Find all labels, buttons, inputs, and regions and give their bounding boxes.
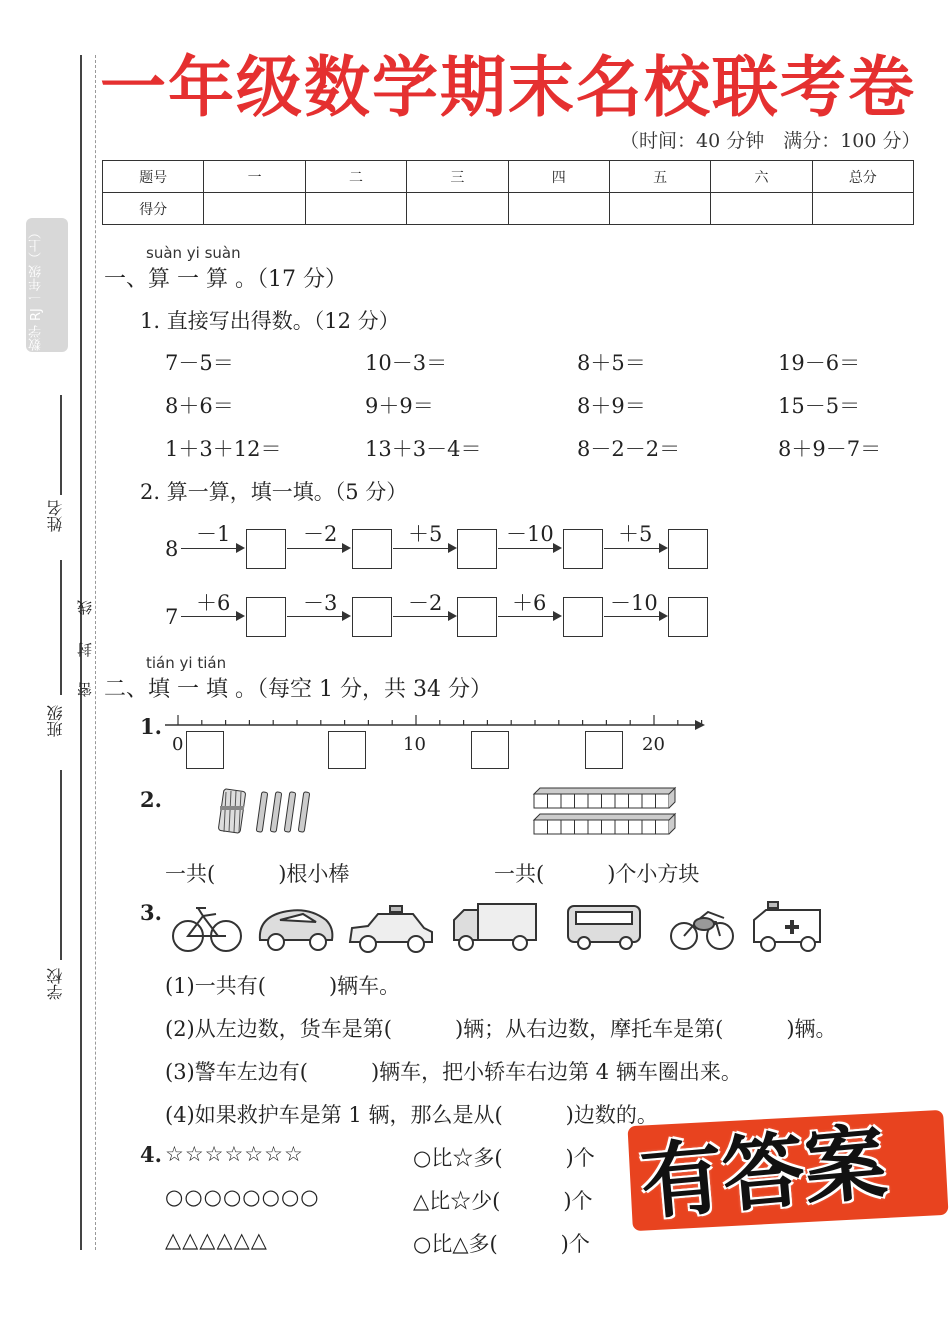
q2-title: 2. 算一算，填一填。（5 分） <box>140 480 408 504</box>
chain-op: －3 <box>303 591 338 615</box>
numberline-label: 20 <box>642 734 665 755</box>
seal-label: 密 <box>76 682 94 697</box>
calc-item: 10－3＝ <box>365 351 448 375</box>
circles-row: ○○○○○○○○ <box>165 1185 320 1209</box>
answer-box[interactable] <box>668 597 708 637</box>
numberline-label: 0 <box>172 734 184 755</box>
score-header-cell: 二 <box>305 161 406 193</box>
chain-arrow <box>393 548 455 549</box>
q3-item: (2)从左边数，货车是第( )辆；从右边数，摩托车是第( )辆。 <box>165 1017 837 1041</box>
q2-left-text: 一共( )根小棒 <box>165 862 350 886</box>
single-stick-icon <box>270 792 282 832</box>
side-tag-text: 数学 RJ 一年级（上） <box>29 226 44 352</box>
s2-q4-num: 4. <box>140 1142 162 1167</box>
score-cell[interactable] <box>407 193 508 225</box>
truck-icon <box>454 904 536 950</box>
chain-arrow <box>604 548 666 549</box>
chain-arrow <box>393 616 455 617</box>
score-cell[interactable] <box>508 193 609 225</box>
chain2-start: 7 <box>165 605 179 629</box>
q1-title: 1. 直接写出得数。（12 分） <box>140 309 400 333</box>
calc-item: 19－6＝ <box>778 351 861 375</box>
answer-box[interactable] <box>246 529 286 569</box>
cube-icon <box>561 794 575 808</box>
name-line[interactable] <box>60 395 62 495</box>
compare-item: ○比△多( )个 <box>413 1232 590 1256</box>
answer-box[interactable] <box>328 731 366 769</box>
cube-icon <box>602 820 616 834</box>
score-table <box>102 160 914 225</box>
score-row <box>103 193 914 225</box>
section2-title: 二、填 一 填 。（每空 1 分，共 34 分） <box>104 677 492 702</box>
calc-item: 8－2－2＝ <box>577 437 681 461</box>
cube-icon <box>588 820 602 834</box>
cube-icon <box>629 794 643 808</box>
score-header-cell: 三 <box>407 161 508 193</box>
chain-arrow <box>287 548 349 549</box>
compare-item: △比☆少( )个 <box>413 1189 593 1213</box>
compare-item: ○比☆多( )个 <box>413 1146 595 1170</box>
cube-icon <box>615 820 629 834</box>
answer-box[interactable] <box>457 529 497 569</box>
chain-op: －2 <box>303 522 338 546</box>
binding-dashed-line <box>95 55 96 1250</box>
single-stick-icon <box>256 792 268 832</box>
chain-op: ＋6 <box>196 591 231 615</box>
score-cell[interactable] <box>305 193 406 225</box>
calc-item: 7－5＝ <box>165 351 234 375</box>
s2-q2-num: 2. <box>140 787 162 812</box>
cube-icon <box>656 820 670 834</box>
answer-box[interactable] <box>471 731 509 769</box>
chain-arrow <box>287 616 349 617</box>
triangles-row: △△△△△△ <box>165 1228 268 1252</box>
q3-item: (3)警车左边有( )辆车，把小轿车右边第 4 辆车圈出来。 <box>165 1060 742 1084</box>
chain-op: ＋5 <box>618 522 653 546</box>
school-label: 学校 <box>46 968 65 1000</box>
answer-box[interactable] <box>186 731 224 769</box>
answer-box[interactable] <box>246 597 286 637</box>
cube-icon <box>588 794 602 808</box>
numberline-label: 10 <box>403 734 426 755</box>
score-header-cell: 四 <box>508 161 609 193</box>
chain-op: ＋6 <box>512 591 547 615</box>
calc-item: 13＋3－4＝ <box>365 437 482 461</box>
score-cell[interactable] <box>204 193 305 225</box>
car-icon <box>260 910 333 950</box>
seal-label: 封 <box>76 642 94 657</box>
chain-op: ＋5 <box>408 522 443 546</box>
score-row-label: 得分 <box>103 193 204 225</box>
cube-icon <box>642 820 656 834</box>
s2-q1-num: 1. <box>140 714 162 739</box>
page-title: 一年级数学期末名校联考卷 <box>100 49 916 126</box>
calc-item: 8＋9－7＝ <box>778 437 882 461</box>
single-stick-icon <box>298 792 310 832</box>
chain-op: －1 <box>196 522 231 546</box>
calc-item: 15－5＝ <box>778 394 861 418</box>
chain-op: －10 <box>610 591 658 615</box>
stars-row: ☆☆☆☆☆☆☆ <box>165 1142 304 1166</box>
stick-bundle-icon <box>218 789 246 834</box>
calc-item: 8＋5＝ <box>577 351 646 375</box>
police-car-icon <box>350 906 432 952</box>
cube-icon <box>548 794 562 808</box>
s2-q3-num: 3. <box>140 900 162 925</box>
calc-item: 8＋9＝ <box>577 394 646 418</box>
chain-arrow <box>181 548 243 549</box>
answer-box[interactable] <box>668 529 708 569</box>
cube-rows <box>534 788 675 834</box>
score-header-cell: 五 <box>609 161 710 193</box>
chain-op: －10 <box>506 522 554 546</box>
answer-box[interactable] <box>457 597 497 637</box>
cube-icon <box>548 820 562 834</box>
cube-icon <box>561 820 575 834</box>
class-line[interactable] <box>60 560 62 695</box>
answer-box[interactable] <box>585 731 623 769</box>
section1-pinyin: suàn yi suàn <box>146 244 241 262</box>
motorcycle-icon <box>671 912 733 949</box>
number-line-arrowhead <box>695 720 705 730</box>
sticks-picture <box>215 786 315 836</box>
q3-item: (1)一共有( )辆车。 <box>165 974 401 998</box>
vehicles-picture <box>168 898 828 958</box>
cube-icon <box>534 794 548 808</box>
answer-box[interactable] <box>352 597 392 637</box>
score-header-cell: 题号 <box>103 161 204 193</box>
cubes-picture <box>532 786 682 838</box>
cube-icon <box>575 794 589 808</box>
answer-box[interactable] <box>352 529 392 569</box>
score-header-row <box>103 161 914 193</box>
cube-icon <box>575 820 589 834</box>
chain-op: －2 <box>408 591 443 615</box>
calc-item: 9＋9＝ <box>365 394 434 418</box>
bicycle-icon <box>173 908 241 951</box>
cube-icon <box>534 820 548 834</box>
exam-meta: （时间：40 分钟 满分：100 分） <box>620 130 921 152</box>
name-label: 姓名 <box>46 500 65 532</box>
ambulance-icon <box>754 902 820 951</box>
cube-icon <box>602 794 616 808</box>
score-cell[interactable] <box>812 193 913 225</box>
answer-badge-text: 有答案 <box>636 1115 891 1232</box>
school-line[interactable] <box>60 770 62 960</box>
cube-icon <box>642 794 656 808</box>
section2-pinyin: tián yi tián <box>146 654 227 672</box>
chain1-start: 8 <box>165 537 179 561</box>
score-cell[interactable] <box>711 193 812 225</box>
score-header-cell: 一 <box>204 161 305 193</box>
answer-box[interactable] <box>563 597 603 637</box>
class-label: 班级 <box>46 705 65 737</box>
score-header-cell: 总分 <box>812 161 913 193</box>
calc-item: 8＋6＝ <box>165 394 234 418</box>
calc-item: 1＋3＋12＝ <box>165 437 282 461</box>
cube-icon <box>629 820 643 834</box>
answer-box[interactable] <box>563 529 603 569</box>
q3-item: (4)如果救护车是第 1 辆，那么是从( )边数的。 <box>165 1103 658 1127</box>
cube-icon <box>615 794 629 808</box>
q2-right-text: 一共( )个小方块 <box>494 862 700 886</box>
single-stick-icon <box>284 792 296 832</box>
number-line <box>160 710 720 780</box>
chain-arrow <box>498 616 560 617</box>
seal-label: 线 <box>76 600 94 615</box>
score-header-cell: 六 <box>711 161 812 193</box>
bus-icon <box>568 906 640 949</box>
score-cell[interactable] <box>609 193 710 225</box>
chain-arrow <box>181 616 243 617</box>
cube-icon <box>656 794 670 808</box>
chain-arrow <box>604 616 666 617</box>
number-line-ticks <box>178 715 702 725</box>
section1-title: 一、算 一 算 。（17 分） <box>104 267 347 292</box>
chain-arrow <box>498 548 560 549</box>
